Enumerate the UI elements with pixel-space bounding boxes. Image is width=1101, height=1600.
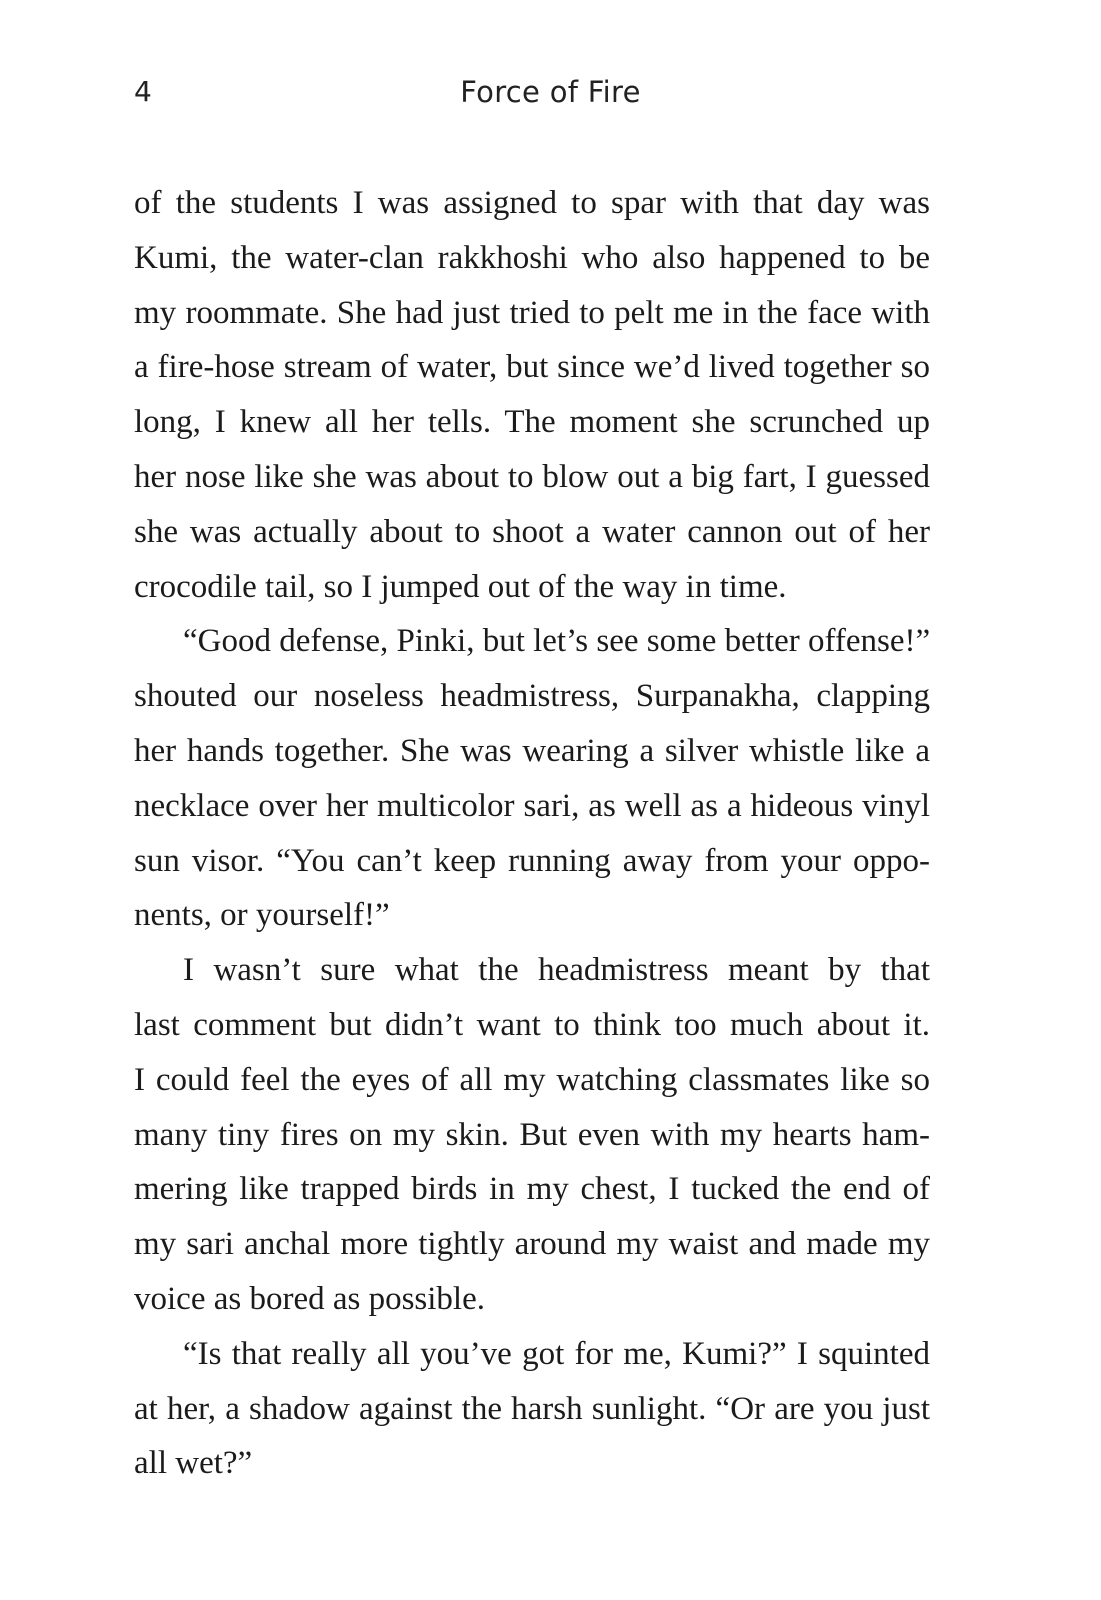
text-line: Kumi, the water-clan rakkhoshi who also happened to be	[134, 239, 930, 276]
text-line: I wasn’t sure what the headmistress meant by that	[183, 952, 930, 989]
text-line: sun visor. “You can’t keep running away from your oppo-	[134, 842, 930, 879]
body-text	[134, 176, 930, 1491]
text-line: many tiny fires on my skin. But even with my hearts ham-	[134, 1116, 930, 1153]
text-line: a fire-hose stream of water, but since we’d lived together so	[134, 349, 930, 386]
text-line: her nose like she was about to blow out a big fart, I guessed	[134, 458, 930, 495]
text-line: long, I knew all her tells. The moment she scrunched up	[134, 404, 930, 441]
text-line: she was actually about to shoot a water cannon out of her	[134, 513, 930, 550]
running-title: Force of Fire	[460, 75, 641, 109]
text-line: “Is that really all you’ve got for me, Kumi?” I squinted	[183, 1335, 930, 1372]
text-line: her hands together. She was wearing a silver whistle like a	[134, 732, 930, 769]
text-line: my roommate. She had just tried to pelt me in the face with	[134, 294, 930, 331]
text-line: of the students I was assigned to spar with that day was	[134, 185, 930, 221]
text-line: at her, a shadow against the harsh sunlight. “Or are you just	[134, 1390, 930, 1427]
text-line: “Good defense, Pinki, but let’s see some better offense!”	[183, 623, 931, 660]
text-line: I could feel the eyes of all my watching classmates like so	[134, 1061, 930, 1098]
text-line: mering like trapped birds in my chest, I tucked the end of	[134, 1171, 930, 1208]
text-line: voice as bored as possible.	[134, 1280, 485, 1317]
text-line: shouted our noseless headmistress, Surpanakha, clapping	[134, 678, 930, 715]
paragraph-1	[134, 176, 930, 614]
text-line: last comment but didn’t want to think too much about it.	[134, 1006, 930, 1043]
text-line: my sari anchal more tightly around my waist and made my	[134, 1226, 930, 1263]
page-number: 4	[134, 75, 152, 108]
text-line: all wet?”	[134, 1445, 253, 1482]
paragraph-3	[134, 943, 930, 1327]
text-line: crocodile tail, so I jumped out of the way in time.	[134, 568, 787, 605]
paragraph-2	[134, 614, 930, 943]
text-line: necklace over her multicolor sari, as well as a hideous vinyl	[134, 787, 930, 824]
text-line: nents, or yourself!”	[134, 897, 390, 934]
paragraph-4	[134, 1327, 930, 1491]
